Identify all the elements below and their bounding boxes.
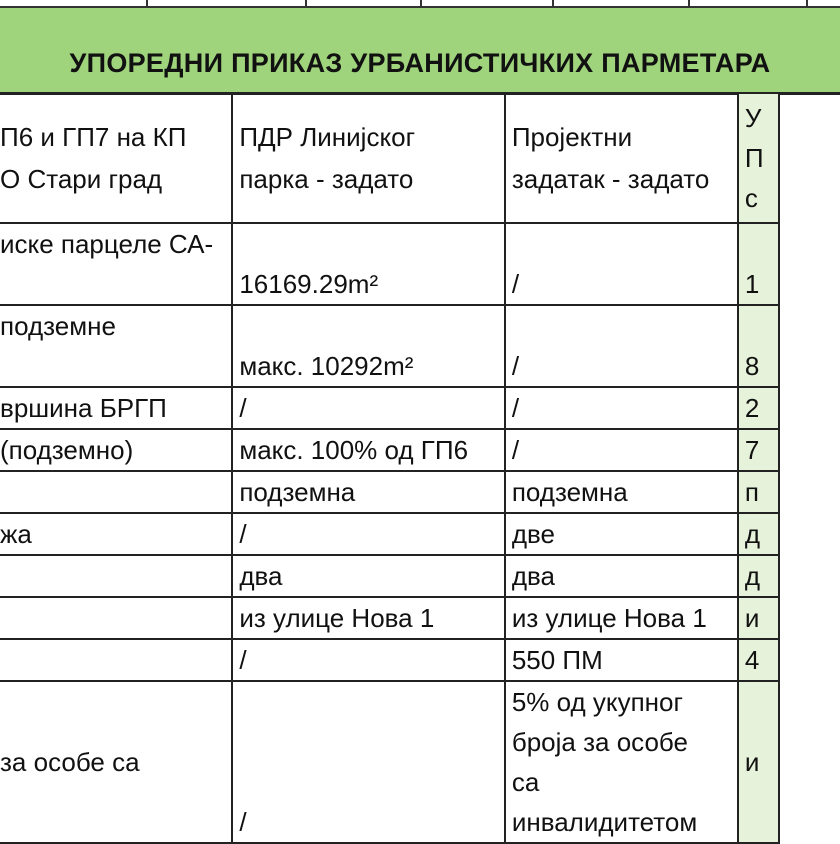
- row-cut-value: 4: [738, 639, 779, 681]
- table-row: [0, 681, 779, 843]
- row-project-value: /: [505, 387, 738, 429]
- header-cell-cut: У П с: [738, 93, 779, 223]
- row-project-value: 5% од укупног броја за особе са инвалидитетом: [505, 681, 738, 843]
- header-cell-pdr: ПДР Линијског парка - задато: [232, 93, 504, 223]
- row-label: [0, 555, 232, 597]
- table-row: [0, 429, 779, 471]
- table-title: УПОРЕДНИ ПРИКАЗ УРБАНИСТИЧКИХ ПАРМЕТАРА: [69, 48, 771, 78]
- table-row: [0, 597, 779, 639]
- row-label: вршина БРГП: [0, 387, 232, 429]
- row-pdr-value: макс. 100% од ГП6: [232, 429, 504, 471]
- row-project-value: /: [505, 223, 738, 305]
- row-pdr-value: макс. 10292m²: [232, 305, 504, 387]
- row-cut-value: 7: [738, 429, 779, 471]
- row-cut-value: 8: [738, 305, 779, 387]
- row-cut-value: д: [738, 513, 779, 555]
- header-cell-existing: П6 и ГП7 на КП О Стари град: [0, 93, 232, 223]
- row-pdr-value: /: [232, 513, 504, 555]
- comparison-table: [0, 92, 780, 844]
- row-label: [0, 597, 232, 639]
- row-label: [0, 639, 232, 681]
- row-cut-value: п: [738, 471, 779, 513]
- row-cut-value: 1: [738, 223, 779, 305]
- header-cell-project: Пројектни задатак - задато: [505, 93, 738, 223]
- row-cut-value: 2: [738, 387, 779, 429]
- table-row: [0, 223, 779, 305]
- row-pdr-value: два: [232, 555, 504, 597]
- row-pdr-value: 16169.29m²: [232, 223, 504, 305]
- row-pdr-value: из улице Нова 1: [232, 597, 504, 639]
- row-project-value: /: [505, 429, 738, 471]
- row-pdr-value: /: [232, 387, 504, 429]
- row-project-value: из улице Нова 1: [505, 597, 738, 639]
- table-row: [0, 305, 779, 387]
- row-label: подземне: [0, 305, 232, 387]
- row-pdr-value: подземна: [232, 471, 504, 513]
- table-row: [0, 471, 779, 513]
- table-row: [0, 513, 779, 555]
- table-row: [0, 555, 779, 597]
- row-label: жа: [0, 513, 232, 555]
- table-row: [0, 639, 779, 681]
- row-pdr-value: /: [232, 681, 504, 843]
- row-project-value: 550 ПМ: [505, 639, 738, 681]
- row-label: [0, 471, 232, 513]
- row-cut-value: и: [738, 597, 779, 639]
- row-project-value: /: [505, 305, 738, 387]
- row-label: (подземно): [0, 429, 232, 471]
- table-row: [0, 387, 779, 429]
- row-pdr-value: /: [232, 639, 504, 681]
- row-project-value: два: [505, 555, 738, 597]
- row-cut-value: и: [738, 681, 779, 843]
- row-label: иске парцеле СА-: [0, 223, 232, 305]
- header-row: [0, 93, 779, 223]
- row-label: за особе са: [0, 681, 232, 843]
- row-cut-value: д: [738, 555, 779, 597]
- row-project-value: две: [505, 513, 738, 555]
- row-project-value: подземна: [505, 471, 738, 513]
